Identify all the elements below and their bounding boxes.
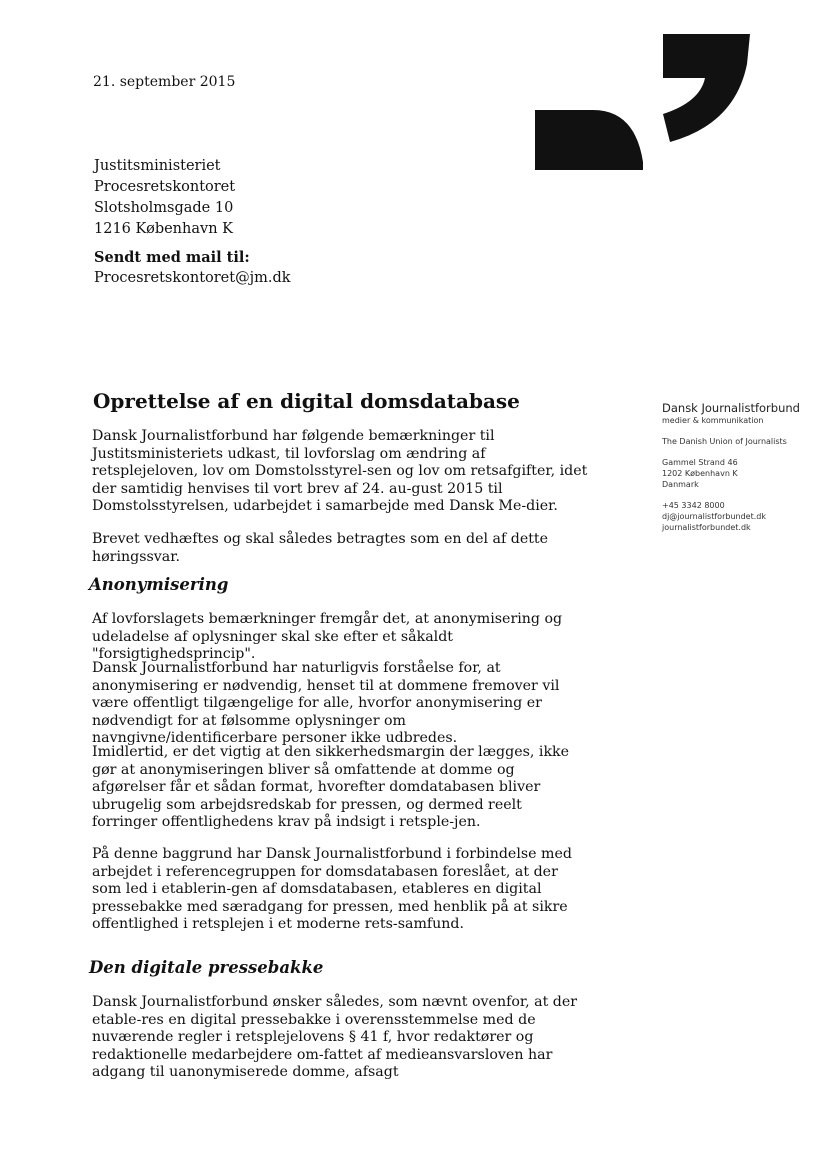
section-heading-anonymisering: Anonymisering bbox=[89, 575, 229, 594]
address-line: 1202 København K bbox=[662, 469, 738, 478]
email-link[interactable]: dj@journalistforbundet.dk bbox=[662, 512, 766, 521]
body-paragraph: Imidlertid, er det vigtig at den sikkerhedsmargin der lægges, ikke gør at anonymiseringen bliver så omfattende at domme og afgørelser får et sådan format, hvorefter domdatabasen bliver ubrugelig som arbejdsredskab for pressen, og dermed reelt forringer offentlighedens krav på indsigt i retsple-jen. bbox=[92, 744, 570, 831]
address-line: Gammel Strand 46 bbox=[662, 458, 738, 467]
website-link[interactable]: journalistforbundet.dk bbox=[662, 523, 751, 532]
org-subtitle: medier & kommunikation bbox=[662, 416, 764, 425]
intro-paragraph: Brevet vedhæftes og skal således betragtes som en del af dette høringssvar. bbox=[92, 531, 549, 565]
sender-info bbox=[662, 402, 822, 533]
recipient-address bbox=[94, 156, 235, 240]
org-name: Dansk Journalistforbund bbox=[662, 401, 800, 415]
sent-by-mail bbox=[94, 247, 291, 289]
address-line: Danmark bbox=[662, 480, 699, 489]
section-heading-pressebakke: Den digitale pressebakke bbox=[89, 958, 324, 977]
body-paragraph: Af lovforslagets bemærkninger fremgår det, at anonymisering og udeladelse af oplysninger skal ske efter et såkaldt "forsigtighedsprincip". bbox=[92, 611, 563, 663]
body-paragraph: På denne baggrund har Dansk Journalistforbund i forbindelse med arbejdet i referencegruppen for domsdatabasen foreslået, at der som led i etablerin-gen af domsdatabasen, etableres en digital pressebakke med særadgang for pressen, med henblik på at sikre offentlighed i retsplejen i et moderne rets-samfund. bbox=[92, 846, 572, 933]
body-paragraph: Dansk Journalistforbund har naturligvis forståelse for, at anonymisering er nødvendig, henset til at dommene fremover vil være offentligt tilgængelige for alle, hvorfor anonymisering er nødvendigt for at følsomme oplysninger om navngivne/identificerbare personer ikke udbredes. bbox=[92, 660, 560, 747]
dj-logo bbox=[535, 34, 750, 170]
intro-paragraph: Dansk Journalistforbund har følgende bemærkninger til Justitsministeriets udkast, til lovforslag om ændring af retsplejeloven, lov om Domstolsstyrel-sen og lov om retsafgifter, idet der samtidig henvises til vort brev af 24. au-gust 2015 til Domstolsstyrelsen, udarbejdet i samarbejde med Dansk Me-dier. bbox=[92, 428, 588, 515]
recipient-line: Procesretskontoret bbox=[94, 179, 236, 195]
phone: +45 3342 8000 bbox=[662, 501, 725, 510]
recipient-line: Justitsministeriet bbox=[94, 158, 221, 174]
recipient-line: Slotsholmsgade 10 bbox=[94, 200, 234, 216]
sent-label: Sendt med mail til: bbox=[94, 249, 250, 266]
body-paragraph: Dansk Journalistforbund ønsker således, som nævnt ovenfor, at der etable-res en digital pressebakke i overensstemmelse med de nuværende regler i retsplejelovens § 41 f, hvor redaktører og redaktionelle medarbejdere om-fattet af medieansvarsloven har adgang til uanonymiserede domme, afsagt bbox=[92, 994, 578, 1081]
letter-date: 21. september 2015 bbox=[93, 74, 236, 90]
recipient-line: 1216 København K bbox=[94, 221, 233, 237]
org-english-name: The Danish Union of Journalists bbox=[662, 437, 787, 446]
sent-email[interactable]: Procesretskontoret@jm.dk bbox=[94, 270, 291, 286]
document-title: Oprettelse af en digital domsdatabase bbox=[93, 389, 520, 413]
logo-right-shape bbox=[663, 34, 750, 142]
logo-left-shape bbox=[535, 110, 643, 170]
